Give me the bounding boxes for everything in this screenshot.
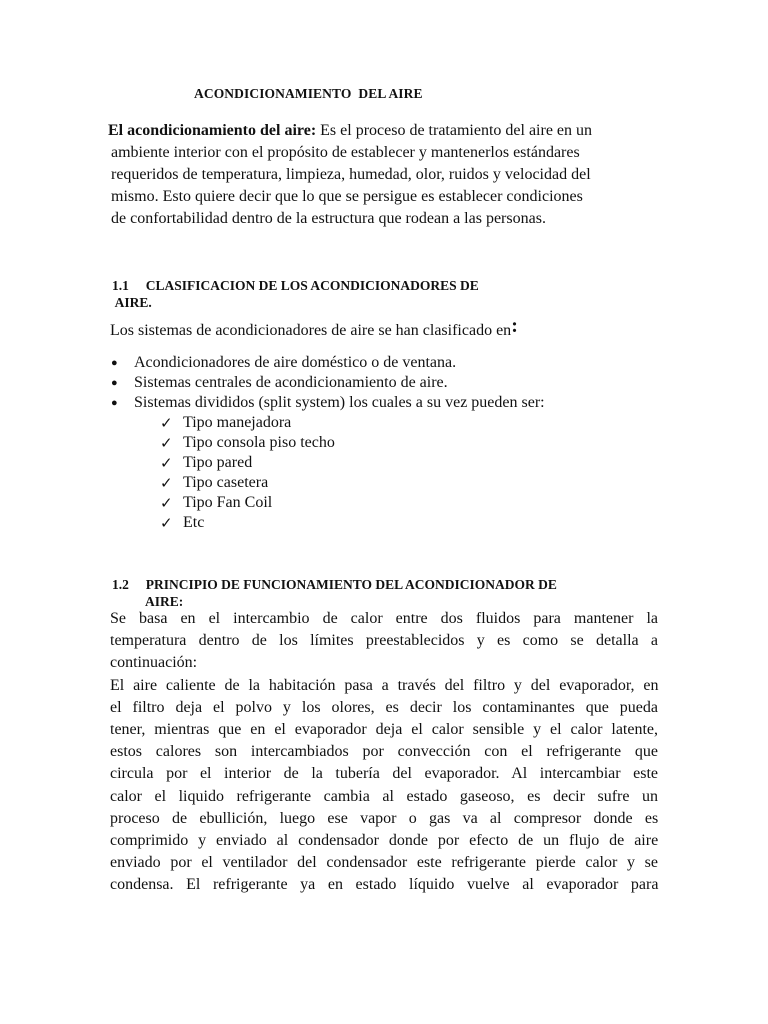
bullet-icon: ● xyxy=(111,357,118,369)
body-line: condensa. El refrigerante ya en estado líquido vuelve al evaporador para xyxy=(110,876,659,894)
intro-line-1-text: Es el proceso de tratamiento del aire en un xyxy=(316,122,593,139)
checkmark-icon: ✓ xyxy=(160,494,173,512)
list-item xyxy=(160,493,335,513)
list-item-text: Etc xyxy=(183,514,205,531)
list-item xyxy=(110,353,545,373)
body-line: continuación: xyxy=(110,654,198,672)
intro-line-1 xyxy=(108,120,658,142)
body-line: tener, mientras que en el evaporador deja el calor sensible y el calor latente, xyxy=(110,721,659,739)
body-line: circula por el interior de la tubería del evaporador. Al intercambiar este xyxy=(110,765,659,783)
system-types-list xyxy=(110,353,545,413)
bullet-icon: ● xyxy=(111,397,118,409)
split-types-list xyxy=(160,413,335,533)
section-2-body xyxy=(110,608,658,897)
list-item xyxy=(160,453,335,473)
checkmark-icon: ✓ xyxy=(160,514,173,532)
list-item-text: Sistemas centrales de acondicionamiento de aire. xyxy=(134,374,448,391)
section-1-lead-text: Los sistemas de acondicionadores de aire se han clasificado en xyxy=(110,322,512,339)
body-line: proceso de ebullición, luego ese vapor o gas va al compresor donde es xyxy=(110,809,659,827)
section-1-heading-line-1: 1.1 CLASIFICACION DE LOS ACONDICIONADORES DE xyxy=(112,278,479,293)
intro-paragraph xyxy=(108,120,658,230)
list-item xyxy=(110,373,545,393)
intro-line-4: mismo. Esto quiere decir que lo que se persigue es establecer condiciones xyxy=(111,188,583,205)
list-item xyxy=(110,393,545,413)
list-item-text: Acondicionadores de aire doméstico o de ventana. xyxy=(134,354,457,371)
section-1-heading xyxy=(112,277,479,311)
intro-term: El acondicionamiento del aire: xyxy=(108,122,317,139)
list-item-text: Sistemas divididos (split system) los cuales a su vez pueden ser: xyxy=(134,394,545,411)
list-item-text: Tipo casetera xyxy=(183,474,269,491)
body-line: estos calores son intercambiados por convección con el refrigerante que xyxy=(110,743,658,761)
bullet-icon: ● xyxy=(111,377,118,389)
checkmark-icon: ✓ xyxy=(160,434,173,452)
list-item-text: Tipo pared xyxy=(183,454,253,471)
intro-line-5: de confortabilidad dentro de la estructura que rodean a las personas. xyxy=(111,210,546,227)
section-2-heading-line-2: AIRE: xyxy=(112,594,184,609)
body-line: Se basa en el intercambio de calor entre dos fluidos para mantener la xyxy=(110,610,658,627)
checkmark-icon: ✓ xyxy=(160,474,173,492)
list-item xyxy=(160,413,335,433)
body-line: comprimido y enviado al condensador donde por efecto de un flujo de aire xyxy=(110,832,659,850)
body-line: enviado por el ventilador del condensador este refrigerante pierde calor y se xyxy=(110,854,658,872)
checkmark-icon: ✓ xyxy=(160,414,173,432)
body-line: calor el liquido refrigerante cambia al estado gaseoso, es decir sufre un xyxy=(110,787,659,805)
intro-line-2: ambiente interior con el propósito de establecer y mantenerlos estándares xyxy=(111,144,580,161)
body-line: temperatura dentro de los límites preestablecidos y es como se detalla a xyxy=(110,632,658,650)
body-line: El aire caliente de la habitación pasa a través del filtro y del evaporador, en xyxy=(110,676,659,694)
list-item xyxy=(160,433,335,453)
section-1-lead xyxy=(110,315,518,342)
list-item xyxy=(160,473,335,493)
checkmark-icon: ✓ xyxy=(160,454,173,472)
document-title: ACONDICIONAMIENTO DEL AIRE xyxy=(194,86,423,101)
intro-line-3: requeridos de temperatura, limpieza, humedad, olor, ruidos y velocidad del xyxy=(111,166,591,183)
section-2-heading-line-1: 1.2 PRINCIPIO DE FUNCIONAMIENTO DEL ACONDICIONADOR DE xyxy=(112,577,557,592)
list-item-text: Tipo manejadora xyxy=(183,414,292,431)
list-item xyxy=(160,513,335,533)
list-item-text: Tipo Fan Coil xyxy=(183,494,273,511)
section-1-lead-colon: : xyxy=(511,315,518,337)
section-2-heading xyxy=(112,576,557,610)
body-line: el filtro deja el polvo y los olores, es decir los contaminantes que pueda xyxy=(110,698,658,716)
section-1-heading-line-2: AIRE. xyxy=(112,295,152,310)
list-item-text: Tipo consola piso techo xyxy=(183,434,335,451)
